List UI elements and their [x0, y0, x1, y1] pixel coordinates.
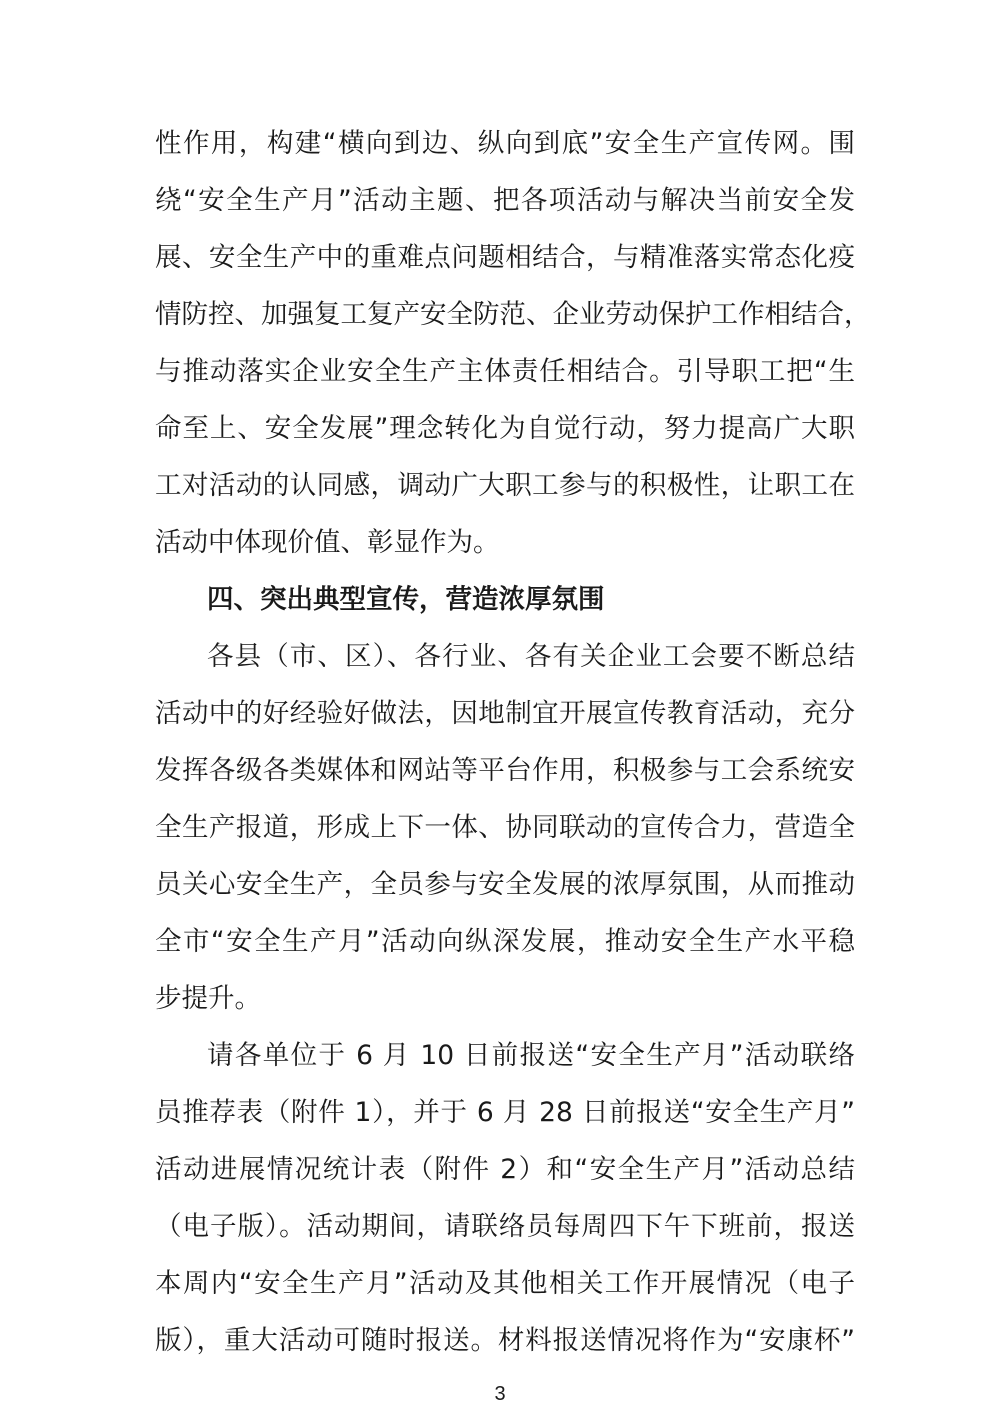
section-heading: 四、突出典型宣传，营造浓厚氛围 [207, 584, 605, 615]
body-text-line: （电子版）。活动期间，请联络员每周四下午下班前，报送 [155, 1211, 855, 1242]
body-text-line: 情防控、加强复工复产安全防范、企业劳动保护工作相结合， [155, 299, 871, 330]
body-text-line: 性作用，构建“横向到边、纵向到底”安全生产宣传网。围 [155, 128, 855, 159]
body-text-line: 发挥各级各类媒体和网站等平台作用，积极参与工会系统安 [155, 755, 855, 786]
body-text-line: 活动中的好经验好做法，因地制宜开展宣传教育活动，充分 [155, 698, 855, 729]
body-text-line: 全生产报道，形成上下一体、协同联动的宣传合力，营造全 [155, 812, 855, 843]
body-text-line: 活动进展情况统计表（附件 2）和“安全生产月”活动总结 [155, 1154, 855, 1185]
body-text-line: 步提升。 [155, 983, 261, 1014]
body-text-line: 绕“安全生产月”活动主题、把各项活动与解决当前安全发 [155, 185, 855, 216]
body-text-line: 本周内“安全生产月”活动及其他相关工作开展情况（电子 [155, 1268, 855, 1299]
body-text-line: 命至上、安全发展”理念转化为自觉行动，努力提高广大职 [155, 413, 855, 444]
body-text-line: 全市“安全生产月”活动向纵深发展，推动安全生产水平稳 [155, 926, 855, 957]
body-text-line: 员推荐表（附件 1），并于 6 月 28 日前报送“安全生产月” [155, 1097, 855, 1128]
body-text-line: 版），重大活动可随时报送。材料报送情况将作为“安康杯” [155, 1325, 855, 1356]
body-text-line: 与推动落实企业安全生产主体责任相结合。引导职工把“生 [155, 356, 855, 387]
body-text-line: 工对活动的认同感，调动广大职工参与的积极性，让职工在 [155, 470, 855, 501]
body-text-line: 活动中体现价值、彰显作为。 [155, 527, 500, 558]
body-text-line: 员关心安全生产，全员参与安全发展的浓厚氛围，从而推动 [155, 869, 855, 900]
body-text-line: 各县（市、区）、各行业、各有关企业工会要不断总结 [207, 641, 855, 672]
page-number: 3 [494, 1383, 506, 1405]
body-text-line: 展、安全生产中的重难点问题相结合，与精准落实常态化疫 [155, 242, 855, 273]
body-text-line: 请各单位于 6 月 10 日前报送“安全生产月”活动联络 [207, 1040, 855, 1071]
